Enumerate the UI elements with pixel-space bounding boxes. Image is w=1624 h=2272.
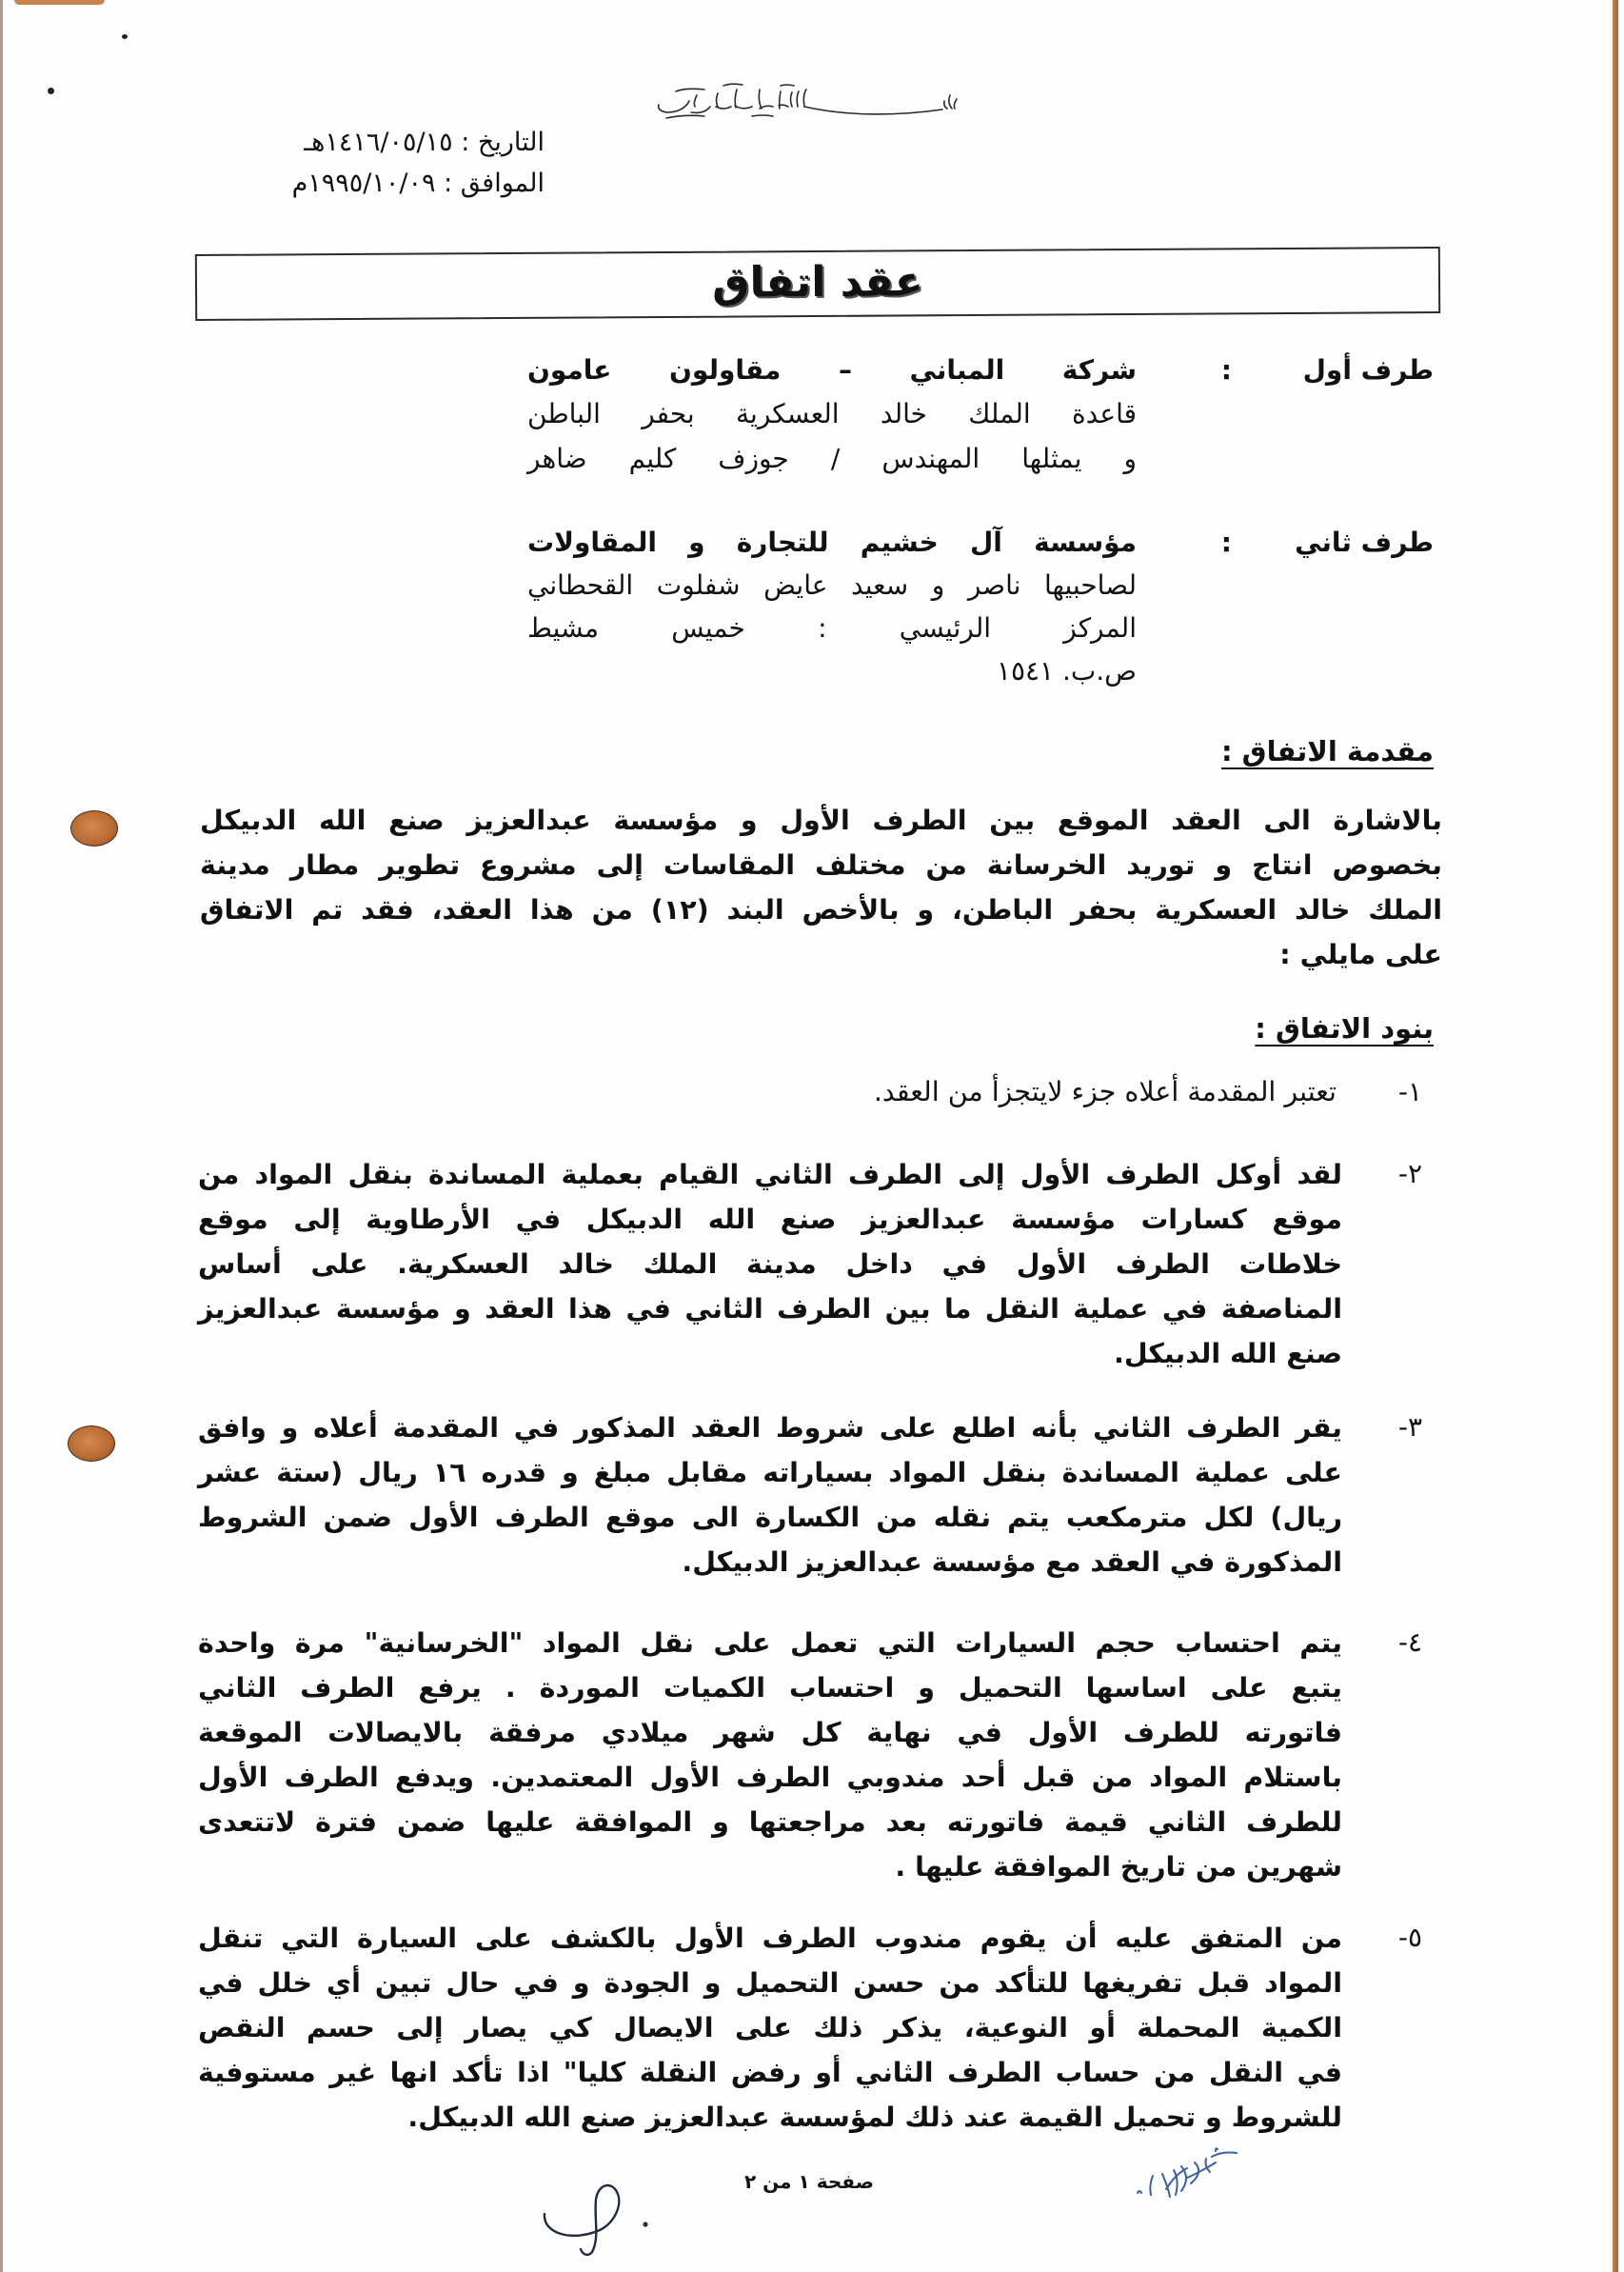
- term-number: ٥-: [1397, 1922, 1422, 1953]
- paragraph-line: يتم احتساب حجم السيارات التي تعمل على نقل المواد "الخرسانية" مرة واحدة: [198, 1627, 1342, 1659]
- term-number: ٤-: [1397, 1626, 1422, 1658]
- paragraph-line: على عملية المساندة بنقل المواد بسياراته مقابل مبلغ و قدره ١٦ ريال (ستة عشر: [198, 1457, 1342, 1488]
- scan-edge-right: [1613, 0, 1618, 2272]
- page-number: صفحة ١ من ٢: [744, 2170, 874, 2193]
- term-number: ٢-: [1397, 1158, 1422, 1189]
- paragraph-line: على مايلي :: [1279, 939, 1442, 970]
- paragraph-line: من المتفق عليه أن يقوم مندوب الطرف الأول بالكشف على السيارة التي تنقل: [198, 1923, 1342, 1954]
- paragraph-line: لقد أوكل الطرف الأول إلى الطرف الثاني القيام بعملية المساندة بنقل المواد من: [198, 1159, 1342, 1190]
- first-party-label: طرف أول: [1302, 354, 1434, 386]
- second-party-pobox: ص.ب. ١٥٤١: [996, 655, 1137, 687]
- first-party-name: شركة المباني – مقاولون عامون: [527, 354, 1137, 386]
- paragraph-line: شهرين من تاريخ الموافقة عليها .: [895, 1851, 1342, 1883]
- introduction-paragraph: [200, 798, 1442, 977]
- paragraph-line: باستلام المواد من قبل أحد مندوبي الطرف الأول المعتمدين. ويدفع الطرف الأول: [198, 1762, 1342, 1793]
- scan-speck: [48, 88, 54, 94]
- paragraph-line: المذكورة في العقد مع مؤسسة عبدالعزيز الدبيكل.: [682, 1546, 1342, 1578]
- date-hijri: التاريخ : ١٤١٦/٠٥/١٥هـ: [304, 128, 545, 157]
- term-3-paragraph: [198, 1405, 1342, 1584]
- paragraph-line: موقع كسارات مؤسسة عبدالعزيز صنع الله الدبيكل في الأرطاوية إلى موقع: [198, 1204, 1342, 1235]
- first-party-address: قاعدة الملك خالد العسكرية بحفر الباطن: [527, 398, 1137, 429]
- second-party-colon: :: [1220, 527, 1232, 558]
- second-party-label: طرف ثاني: [1295, 527, 1434, 558]
- bismillah-calligraphy: [638, 78, 961, 126]
- terms-heading: بنود الاتفاق :: [1255, 1012, 1434, 1045]
- term-number: ١-: [1397, 1076, 1422, 1107]
- first-party-representative: و يمثلها المهندس / جوزف كليم ضاهر: [527, 443, 1137, 474]
- term-4-paragraph: [198, 1621, 1342, 1889]
- paragraph-line: الكمية المحملة أو النوعية، يذكر ذلك على الايصال كي يصار إلى حسم النقص: [198, 2012, 1342, 2043]
- paragraph-line: يتبع على اساسها التحميل و احتساب الكميات الموردة . يرفع الطرف الثاني: [198, 1672, 1342, 1704]
- paragraph-line: للطرف الثاني قيمة فاتورته بعد مراجعتها و الموافقة عليها ضمن فترة لاتتعدى: [198, 1806, 1342, 1838]
- document-title: عقد اتفاق: [712, 257, 923, 308]
- paragraph-line: المواد قبل تفريغها للتأكد من حسن التحميل و الجودة و في حال تبين أي خلل في: [198, 1967, 1342, 1999]
- first-party-colon: :: [1220, 354, 1232, 386]
- scan-edge-stain: [14, 0, 105, 5]
- term-number: ٣-: [1397, 1411, 1422, 1443]
- scan-edge-left: [0, 0, 3, 2272]
- date-gregorian: الموافق : ١٩٩٥/١٠/٠٩م: [291, 169, 545, 198]
- signature-first-party: [533, 2162, 685, 2257]
- signature-second-party: [1119, 2147, 1261, 2214]
- paragraph-line: ريال) لكل مترمكعب يتم نقله من الكسارة الى موقع الطرف الأول ضمن الشروط: [198, 1502, 1342, 1533]
- paragraph-line: المناصفة في عملية النقل ما بين الطرف الثاني في هذا العقد و مؤسسة عبدالعزيز: [198, 1293, 1342, 1325]
- paragraph-line: فاتورته للطرف الأول في نهاية كل شهر ميلادي مرفقة بالايصالات الموقعة: [198, 1717, 1342, 1748]
- term-2-paragraph: [198, 1152, 1342, 1376]
- second-party-owners: لصاحبيها ناصر و سعيد عايض شفلوت القحطاني: [527, 569, 1137, 601]
- paragraph-line: يقر الطرف الثاني بأنه اطلع على شروط العقد المذكور في المقدمة أعلاه و وافق: [198, 1412, 1342, 1444]
- paragraph-line: خلاطات الطرف الأول في داخل مدينة الملك خالد العسكرية. على أساس: [198, 1248, 1342, 1280]
- scan-speck: [122, 34, 128, 39]
- second-party-headquarters: المركز الرئيسي : خميس مشيط: [527, 612, 1137, 644]
- paragraph-line: الملك خالد العسكرية بحفر الباطن، و بالأخص البند (١٢) من هذا العقد، فقد تم الاتفاق: [200, 894, 1442, 926]
- title-box: [195, 247, 1440, 321]
- paragraph-line: بالاشارة الى العقد الموقع بين الطرف الأول و مؤسسة عبدالعزيز صنع الله الدبيكل: [200, 805, 1442, 836]
- introduction-heading: مقدمة الاتفاق :: [1220, 735, 1434, 767]
- term-5-paragraph: [198, 1916, 1342, 2140]
- paragraph-line: صنع الله الدبيكل.: [1114, 1338, 1342, 1369]
- punch-hole-icon: [70, 810, 118, 847]
- second-party-name: مؤسسة آل خشيم للتجارة و المقاولات: [527, 527, 1137, 558]
- paragraph-line: بخصوص انتاج و توريد الخرسانة من مختلف المقاسات إلى مشروع تطوير مطار مدينة: [200, 849, 1442, 881]
- punch-hole-icon: [68, 1425, 115, 1462]
- paragraph-line: للشروط و تحميل القيمة عند ذلك لمؤسسة عبدالعزيز صنع الله الدبيكل.: [407, 2102, 1342, 2133]
- term-1-text: تعتبر المقدمة أعلاه جزء لايتجزأ من العقد.: [873, 1076, 1337, 1107]
- paragraph-line: في النقل من حساب الطرف الثاني أو رفض النقلة كليا" اذا تأكد انها غير مستوفية: [198, 2057, 1342, 2088]
